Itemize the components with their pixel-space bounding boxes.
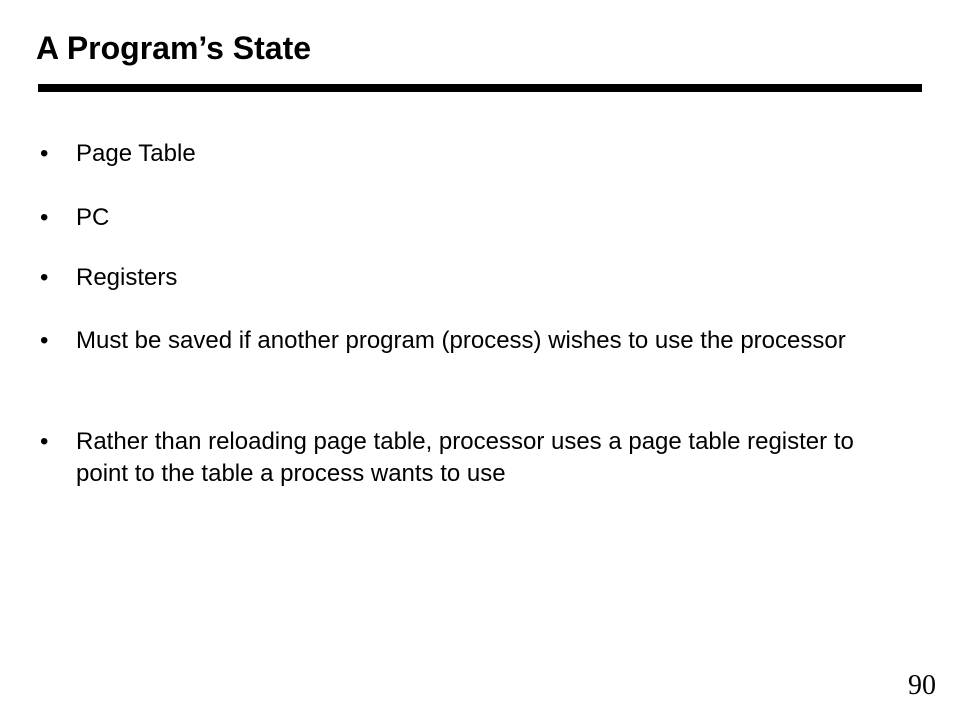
title-underline [38,84,922,92]
bullet-text: Page Table [76,140,196,167]
bullet-text: Registers [76,264,178,291]
bullet-marker: • [40,264,49,291]
bullet-marker: • [40,204,49,231]
bullet-text: Must be saved if another program (process) wishes to use the processor [76,327,846,354]
bullet-marker: • [40,140,49,167]
bullet-marker: • [40,428,49,455]
page-number: 90 [908,670,936,701]
slide-title: A Program’s State [36,30,312,66]
bullet-text: Rather than reloading page table, processor uses a page table register to point to the table a process wants to use [76,428,854,487]
bullet-marker: • [40,327,49,354]
bullet-text: PC [76,204,110,231]
